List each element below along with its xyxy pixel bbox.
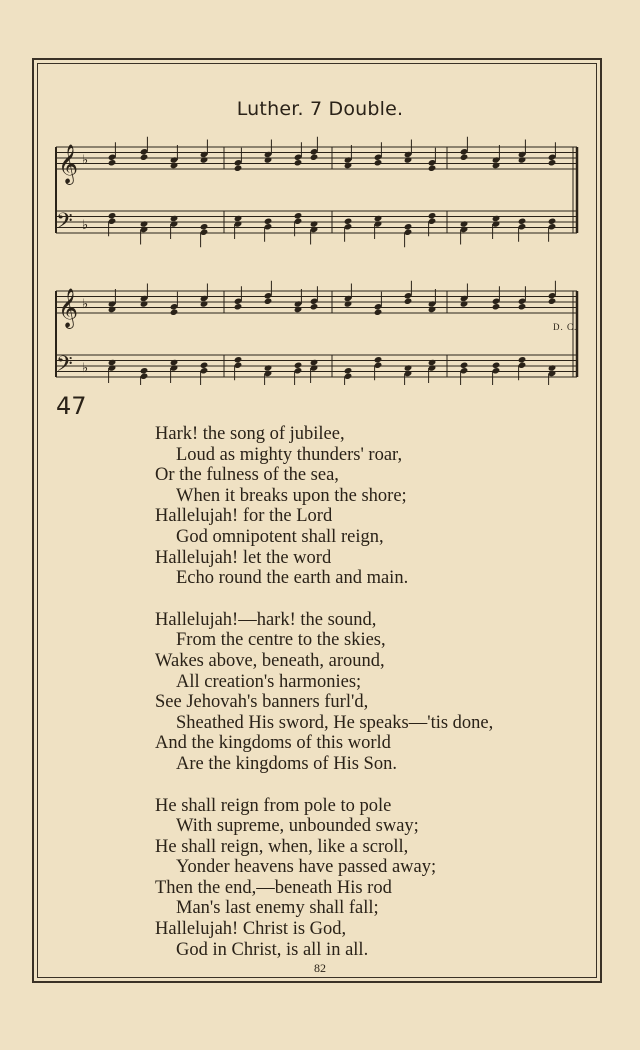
verse-line: And the kingdoms of this world — [155, 733, 391, 754]
verse-line: All creation's harmonies; — [176, 671, 362, 692]
note-head — [200, 223, 209, 230]
note-head — [170, 309, 179, 316]
clefs — [56, 144, 88, 382]
note-head — [404, 364, 413, 371]
note-head — [170, 162, 179, 169]
verse-line: Hallelujah! Christ is God, — [155, 919, 347, 940]
flat-icon: ♭ — [82, 297, 89, 312]
note-head — [264, 298, 273, 305]
note-head — [548, 364, 557, 371]
note-head — [108, 306, 117, 313]
note-head — [344, 300, 353, 307]
verse-line: Hallelujah!—hark! the sound, — [155, 609, 377, 630]
verse-line: Loud as mighty thunders' roar, — [176, 444, 403, 465]
note-head — [170, 215, 179, 222]
note-head — [404, 156, 413, 163]
note-head — [404, 223, 413, 230]
note-head — [492, 362, 501, 369]
note-head — [460, 154, 469, 161]
note-head — [200, 362, 209, 369]
treble-clef-icon: 𝄞 — [58, 288, 79, 328]
note-head — [310, 220, 319, 227]
note-head — [310, 154, 319, 161]
note-head — [264, 156, 273, 163]
note-head — [140, 220, 149, 227]
verse-line: Echo round the earth and main. — [176, 568, 409, 589]
note-head — [140, 367, 149, 374]
note-head — [108, 359, 117, 366]
verse-line: Wakes above, beneath, around, — [155, 650, 385, 671]
verse-line: See Jehovah's banners furl'd, — [155, 692, 369, 713]
note-head — [428, 306, 437, 313]
verse-line: Sheathed His sword, He speaks—'tis done, — [176, 712, 494, 733]
music-score — [52, 135, 582, 385]
note-head — [404, 298, 413, 305]
note-head — [518, 303, 527, 310]
note-head — [264, 364, 273, 371]
note-head — [460, 362, 469, 369]
note-head — [548, 298, 557, 305]
verse-line: God in Christ, is all in all. — [176, 939, 369, 960]
note-head — [108, 159, 117, 166]
score-lines — [56, 147, 577, 377]
hymn-number: 47 — [56, 392, 87, 420]
verse — [155, 610, 493, 775]
note-head — [294, 362, 303, 369]
note-head — [492, 215, 501, 222]
page-number: 82 — [314, 961, 326, 975]
note-head — [264, 218, 273, 225]
verse — [155, 424, 493, 589]
verse-line: Hark! the song of jubilee, — [155, 424, 345, 444]
verse-line: He shall reign, when, like a scroll, — [155, 836, 409, 857]
note-head — [294, 212, 303, 219]
verse-line: Yonder heavens have passed away; — [176, 857, 437, 878]
verse-line: Or the fulness of the sea, — [155, 465, 339, 486]
verse-line: Then the end,—beneath His rod — [155, 877, 392, 898]
da-capo-mark: D. C. — [553, 322, 578, 332]
note-head — [374, 159, 383, 166]
note-head — [428, 212, 437, 219]
note-head — [374, 309, 383, 316]
note-head — [140, 154, 149, 161]
verse-line: He shall reign from pole to pole — [155, 795, 392, 816]
note-head — [428, 359, 437, 366]
note-head — [200, 300, 209, 307]
note-head — [344, 218, 353, 225]
note-head — [310, 303, 319, 310]
note-head — [344, 367, 353, 374]
verse-line: Are the kingdoms of His Son. — [176, 753, 397, 774]
note-head — [140, 300, 149, 307]
note-head — [344, 162, 353, 169]
note-head — [428, 165, 437, 172]
verse-line: From the centre to the skies, — [176, 630, 386, 651]
note-head — [492, 162, 501, 169]
note-head — [548, 159, 557, 166]
note-head — [548, 218, 557, 225]
note-head — [374, 356, 383, 363]
verse-line: With supreme, unbounded sway; — [176, 816, 419, 837]
note-head — [170, 359, 179, 366]
verse-line: God omnipotent shall reign, — [176, 526, 384, 547]
flat-icon: ♭ — [82, 361, 89, 376]
note-head — [460, 220, 469, 227]
note-head — [234, 215, 243, 222]
note-head — [234, 165, 243, 172]
flat-icon: ♭ — [82, 153, 89, 168]
note-head — [310, 359, 319, 366]
flat-icon: ♭ — [82, 218, 89, 233]
bass-clef-icon: 𝄢 — [56, 352, 73, 382]
note-head — [234, 303, 243, 310]
verse-line: Man's last enemy shall fall; — [176, 898, 379, 919]
note-head — [294, 159, 303, 166]
note-head — [460, 300, 469, 307]
note-head — [492, 303, 501, 310]
score-notes — [108, 137, 557, 385]
verse-line: Hallelujah! let the word — [155, 547, 332, 568]
verse-line: Hallelujah! for the Lord — [155, 506, 333, 527]
bass-clef-icon: 𝄢 — [56, 209, 73, 239]
tune-title: Luther. 7 Double. — [236, 98, 404, 120]
note-head — [108, 212, 117, 219]
note-head — [518, 218, 527, 225]
note-head — [234, 356, 243, 363]
verse — [155, 796, 493, 961]
note-head — [518, 356, 527, 363]
note-head — [374, 215, 383, 222]
hymn-text — [155, 424, 493, 981]
verse-line: When it breaks upon the shore; — [176, 485, 407, 506]
note-head — [200, 156, 209, 163]
treble-clef-icon: 𝄞 — [58, 144, 79, 184]
note-head — [518, 156, 527, 163]
note-head — [294, 306, 303, 313]
